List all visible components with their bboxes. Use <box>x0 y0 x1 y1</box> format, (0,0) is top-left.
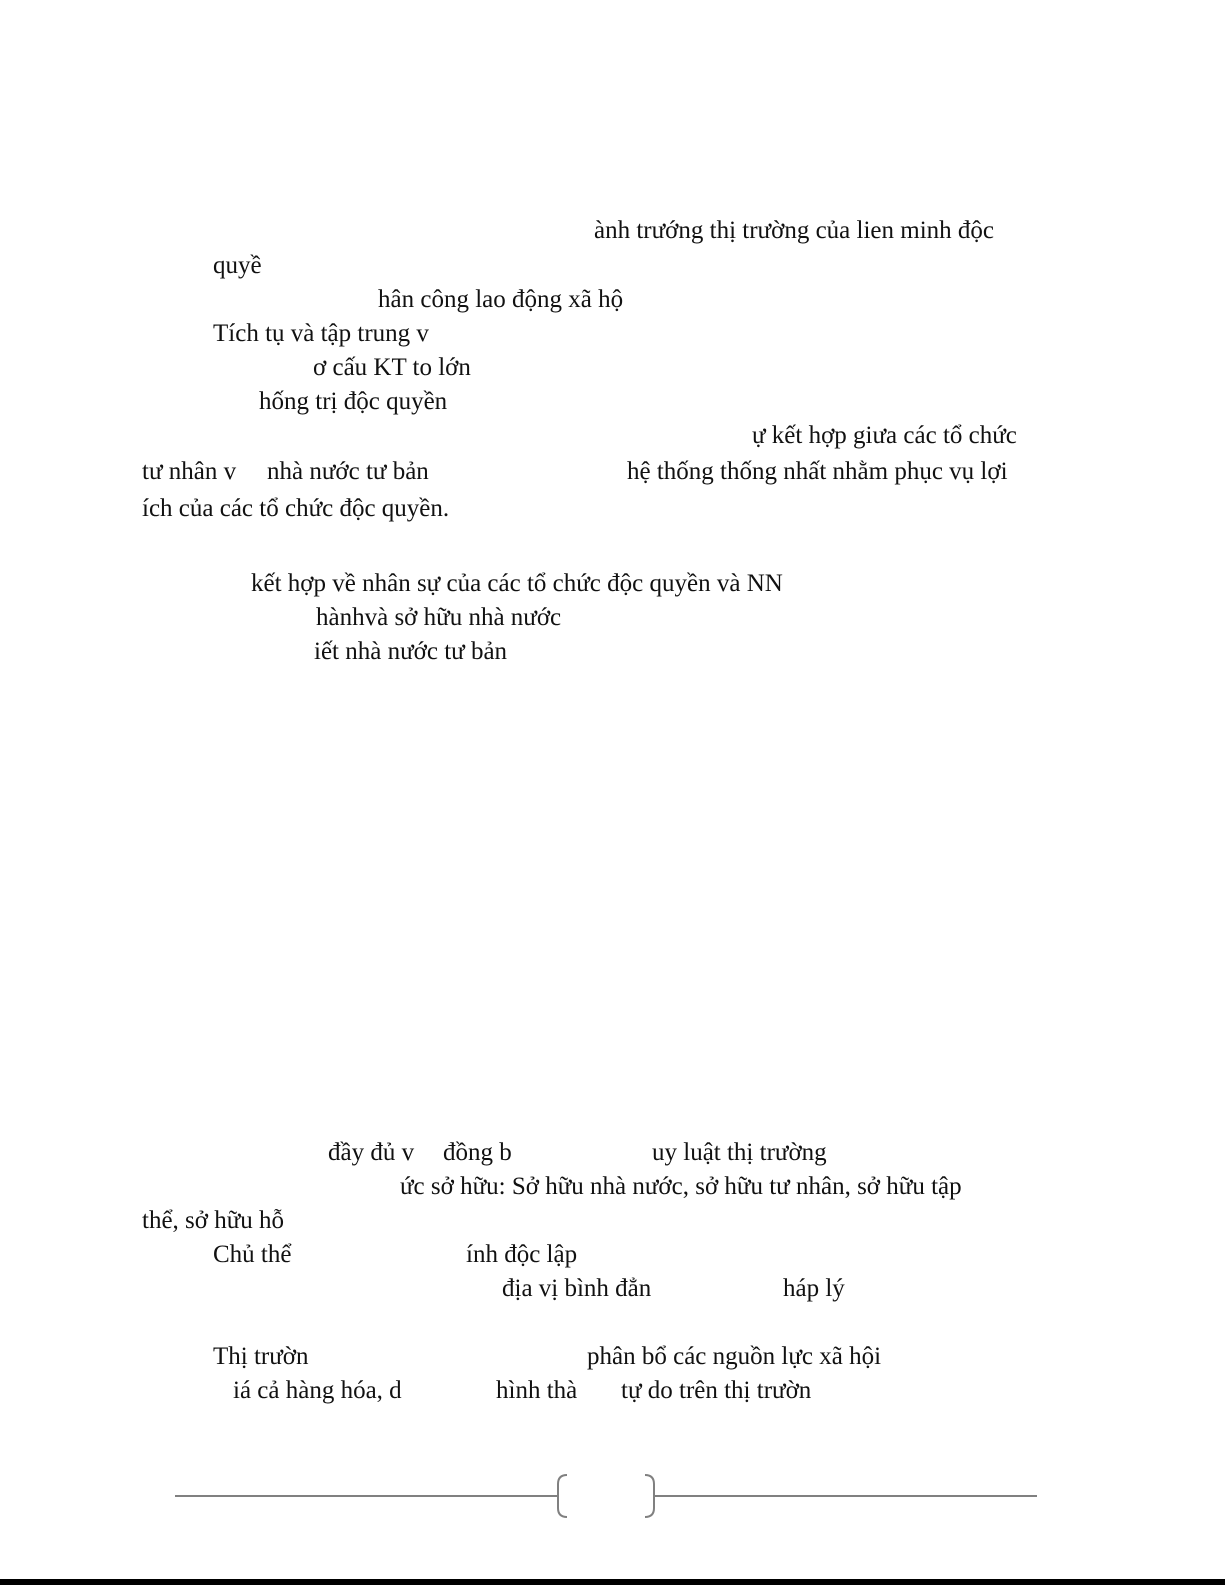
text-line: iá cả hàng hóa, d <box>233 1377 402 1404</box>
text-line: Chủ thể <box>213 1241 292 1268</box>
text-line: ính độc lập <box>466 1241 578 1268</box>
page-bottom-border <box>0 1579 1225 1585</box>
text-line: hình thà <box>496 1377 578 1404</box>
text-line: Tích tụ và tập trung v <box>213 320 429 347</box>
footer-ornament <box>0 1470 1225 1520</box>
text-line: địa vị bình đẳn <box>502 1275 652 1302</box>
text-line: kết hợp về nhân sự của các tổ chức độc quyền và NN <box>251 570 783 597</box>
text-line: quyề <box>213 252 262 279</box>
footer-bracket-right <box>645 1475 654 1517</box>
text-line: iết nhà nước tư bản <box>314 638 508 665</box>
text-line: tự do trên thị trườn <box>621 1377 812 1404</box>
text-line: ơ cấu KT to lớn <box>313 354 471 381</box>
text-line: tư nhân v <box>142 458 237 485</box>
page-footer <box>0 1470 1225 1520</box>
text-line: ích của các tổ chức độc quyền. <box>142 495 450 522</box>
text-line: đồng b <box>443 1139 512 1166</box>
text-line: ành trướng thị trường của lien minh độc <box>594 217 994 244</box>
text-line: hân công lao động xã hộ <box>378 286 624 313</box>
footer-bracket-left <box>558 1475 567 1517</box>
text-line: uy luật thị trường <box>652 1139 827 1166</box>
text-line: ự kết hợp giưa các tổ chức <box>752 422 1017 449</box>
text-line: ức sở hữu: Sở hữu nhà nước, sở hữu tư nhân, sở hữu tập <box>400 1173 962 1200</box>
text-line: phân bổ các nguồn lực xã hội <box>587 1343 882 1370</box>
text-line: đầy đủ v <box>328 1139 415 1166</box>
text-line: nhà nước tư bản <box>267 458 429 485</box>
text-line: háp lý <box>783 1275 845 1302</box>
text-line: hànhvà sở hữu nhà nước <box>316 604 562 631</box>
text-line: hống trị độc quyền <box>259 388 448 415</box>
text-line: hệ thống thống nhất nhằm phục vụ lợi <box>627 458 1008 485</box>
text-line: thể, sở hữu hỗ <box>142 1207 285 1234</box>
text-line: Thị trườn <box>213 1343 309 1370</box>
